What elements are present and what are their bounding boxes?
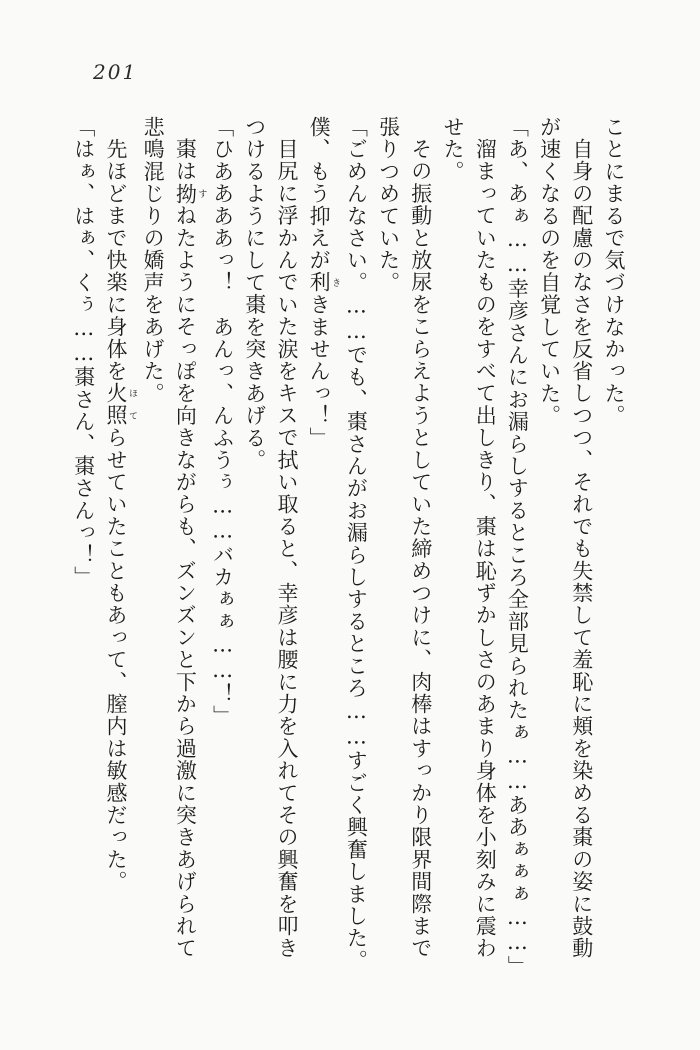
text-column: ことにまるで気づけなかった。 — [602, 116, 626, 427]
text-column: せた。 — [440, 116, 465, 183]
ruby-annotated-word: 火照 ほて — [103, 382, 137, 427]
text-column: 先ほどまで快楽に身体を火照 ほてらせていたこともあって、膣内は敏感だった。 — [103, 138, 137, 893]
text-column: が速くなるのを自覚していた。 — [537, 116, 562, 427]
text-column: その振動と放尿をこらえようとしていた締めつけに、肉棒はすっかり限界間際まで — [408, 138, 433, 960]
text-column: 溜まっていたものをすべて出しきり、棗は恥ずかしさのあまり身体を小刻みに震わ — [473, 138, 498, 960]
text-column: 「ごめんなさい。……でも、棗さんがお漏らしするところ……すごく興奮しました。 — [344, 116, 369, 972]
text-column: 張りつめていた。 — [376, 116, 401, 294]
text-column: 「ひああああっ！ あんっ、んふうぅ……バカぁぁ……！」 — [210, 116, 235, 728]
text-column: 目尻に浮かんでいた涙をキスで拭い取ると、幸彦は腰に力を入れてその興奮を叩き — [274, 138, 299, 960]
text-column: 僕、もう抑えが利 ききませんっ！」 — [307, 116, 341, 450]
text-column: 自身の配慮のなさを反省しつつ、それでも失禁して羞恥に頬を染める棗の姿に鼓動 — [569, 138, 594, 960]
page-number: 201 — [93, 60, 138, 84]
text-column: つけるようにして棗を突きあげる。 — [242, 116, 267, 472]
ruby-annotated-word: 拗 す — [173, 182, 207, 205]
ruby-annotated-word: 利 き — [307, 271, 341, 294]
text-column: 悲鳴混じりの嬌声をあげた。 — [141, 116, 166, 405]
text-column: 棗は拗 すねたようにそっぽを向きながらも、ズンズンと下から過激に突きあげられて — [173, 138, 207, 960]
text-column: 「あ、あぁ……幸彦さんにお漏らしするところ全部見られたぁ……ああぁぁぁ……」 — [505, 116, 530, 978]
text-area — [68, 116, 630, 986]
text-column: 「はぁ、はぁ、くぅ……棗さん、棗さんっ！」 — [71, 116, 96, 589]
